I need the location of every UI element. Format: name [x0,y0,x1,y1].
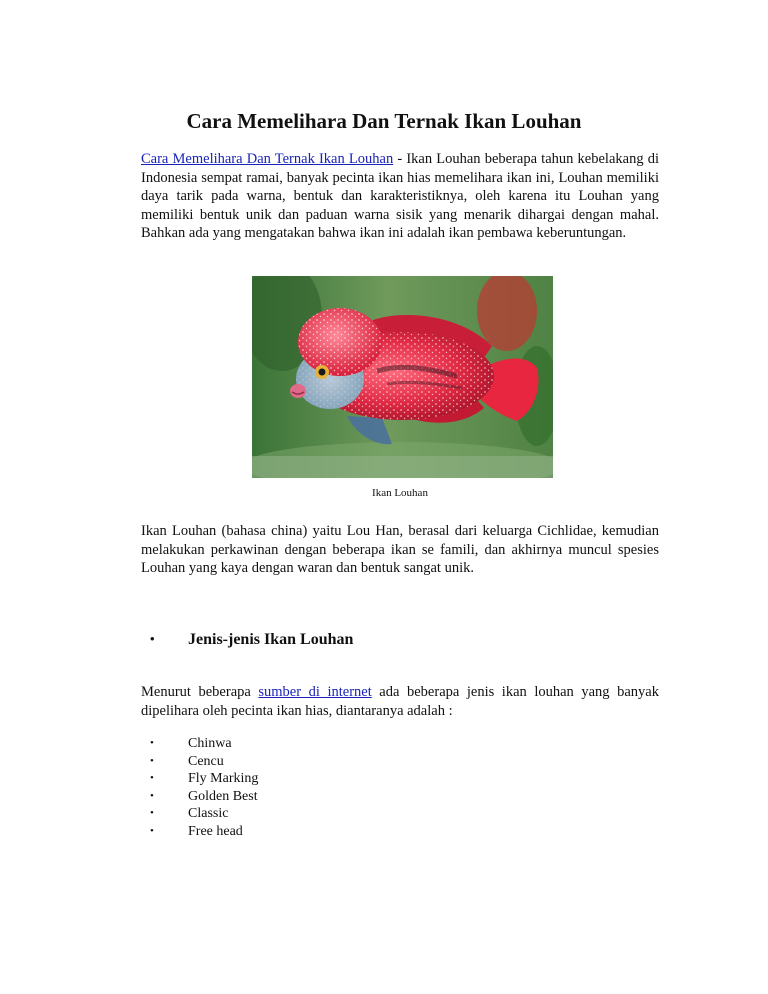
bullet-icon: • [150,807,154,819]
list-item [150,770,258,788]
list-item [150,805,258,823]
section-heading [150,628,650,651]
list-item-label: Chinwa [188,736,232,751]
paragraph-types-intro [141,683,659,720]
figure-caption: Ikan Louhan [372,487,428,499]
bullet-icon: • [150,631,155,646]
list-item [150,823,258,841]
list-item-label: Golden Best [188,788,258,804]
paragraph-text-before: Menurut beberapa [141,684,259,700]
section-heading-text: Jenis-jenis Ikan Louhan [188,631,354,648]
list-item [150,753,258,771]
louhan-types-list [150,735,258,840]
intro-text: - Ikan Louhan beberapa tahun kebelakang di Indonesia sempat ramai, banyak pecinta ikan hias memelihara ikan ini, Louhan memiliki daya tarik pada warna, bentuk dan karakteristiknya, oleh karena itu Louhan yang memiliki bentuk unik dan paduan warna sisik yang menarik dihargai dengan mahal. Bahkan ada yang mengatakan bahwa ikan ini adalah ikan pembawa keberuntungan. [141,151,660,242]
list-item-label: Cencu [188,753,224,769]
list-item-label: Free head [188,823,243,839]
list-item [150,788,258,806]
source-link[interactable]: sumber di internet [258,684,372,700]
intro-link[interactable]: Cara Memelihara Dan Ternak Ikan Louhan [141,151,394,167]
list-item-label: Fly Marking [188,771,259,786]
paragraph-origin: Ikan Louhan (bahasa china) yaitu Lou Han, berasal dari keluarga Cichlidae, kemudian melakukan perkawinan dengan beberapa ikan se famili, dan akhirnya muncul spesies Louhan yang kaya dengan waran dan bentuk sangat unik. [141,523,659,577]
list-item-label: Classic [188,806,229,821]
bullet-icon: • [150,754,154,767]
document-title: Cara Memelihara Dan Ternak Ikan Louhan [186,109,582,133]
list-item [150,735,258,753]
bullet-icon: • [150,789,154,802]
bullet-icon: • [150,772,154,784]
paragraph-text-after: ada beberapa jenis ikan louhan yang banyak dipelihara oleh pecinta ikan hias, diantaranya adalah : [141,684,659,719]
louhan-fish-photo [252,276,553,478]
bullet-icon: • [150,737,154,749]
intro-paragraph [141,150,659,243]
bullet-icon: • [150,824,154,837]
